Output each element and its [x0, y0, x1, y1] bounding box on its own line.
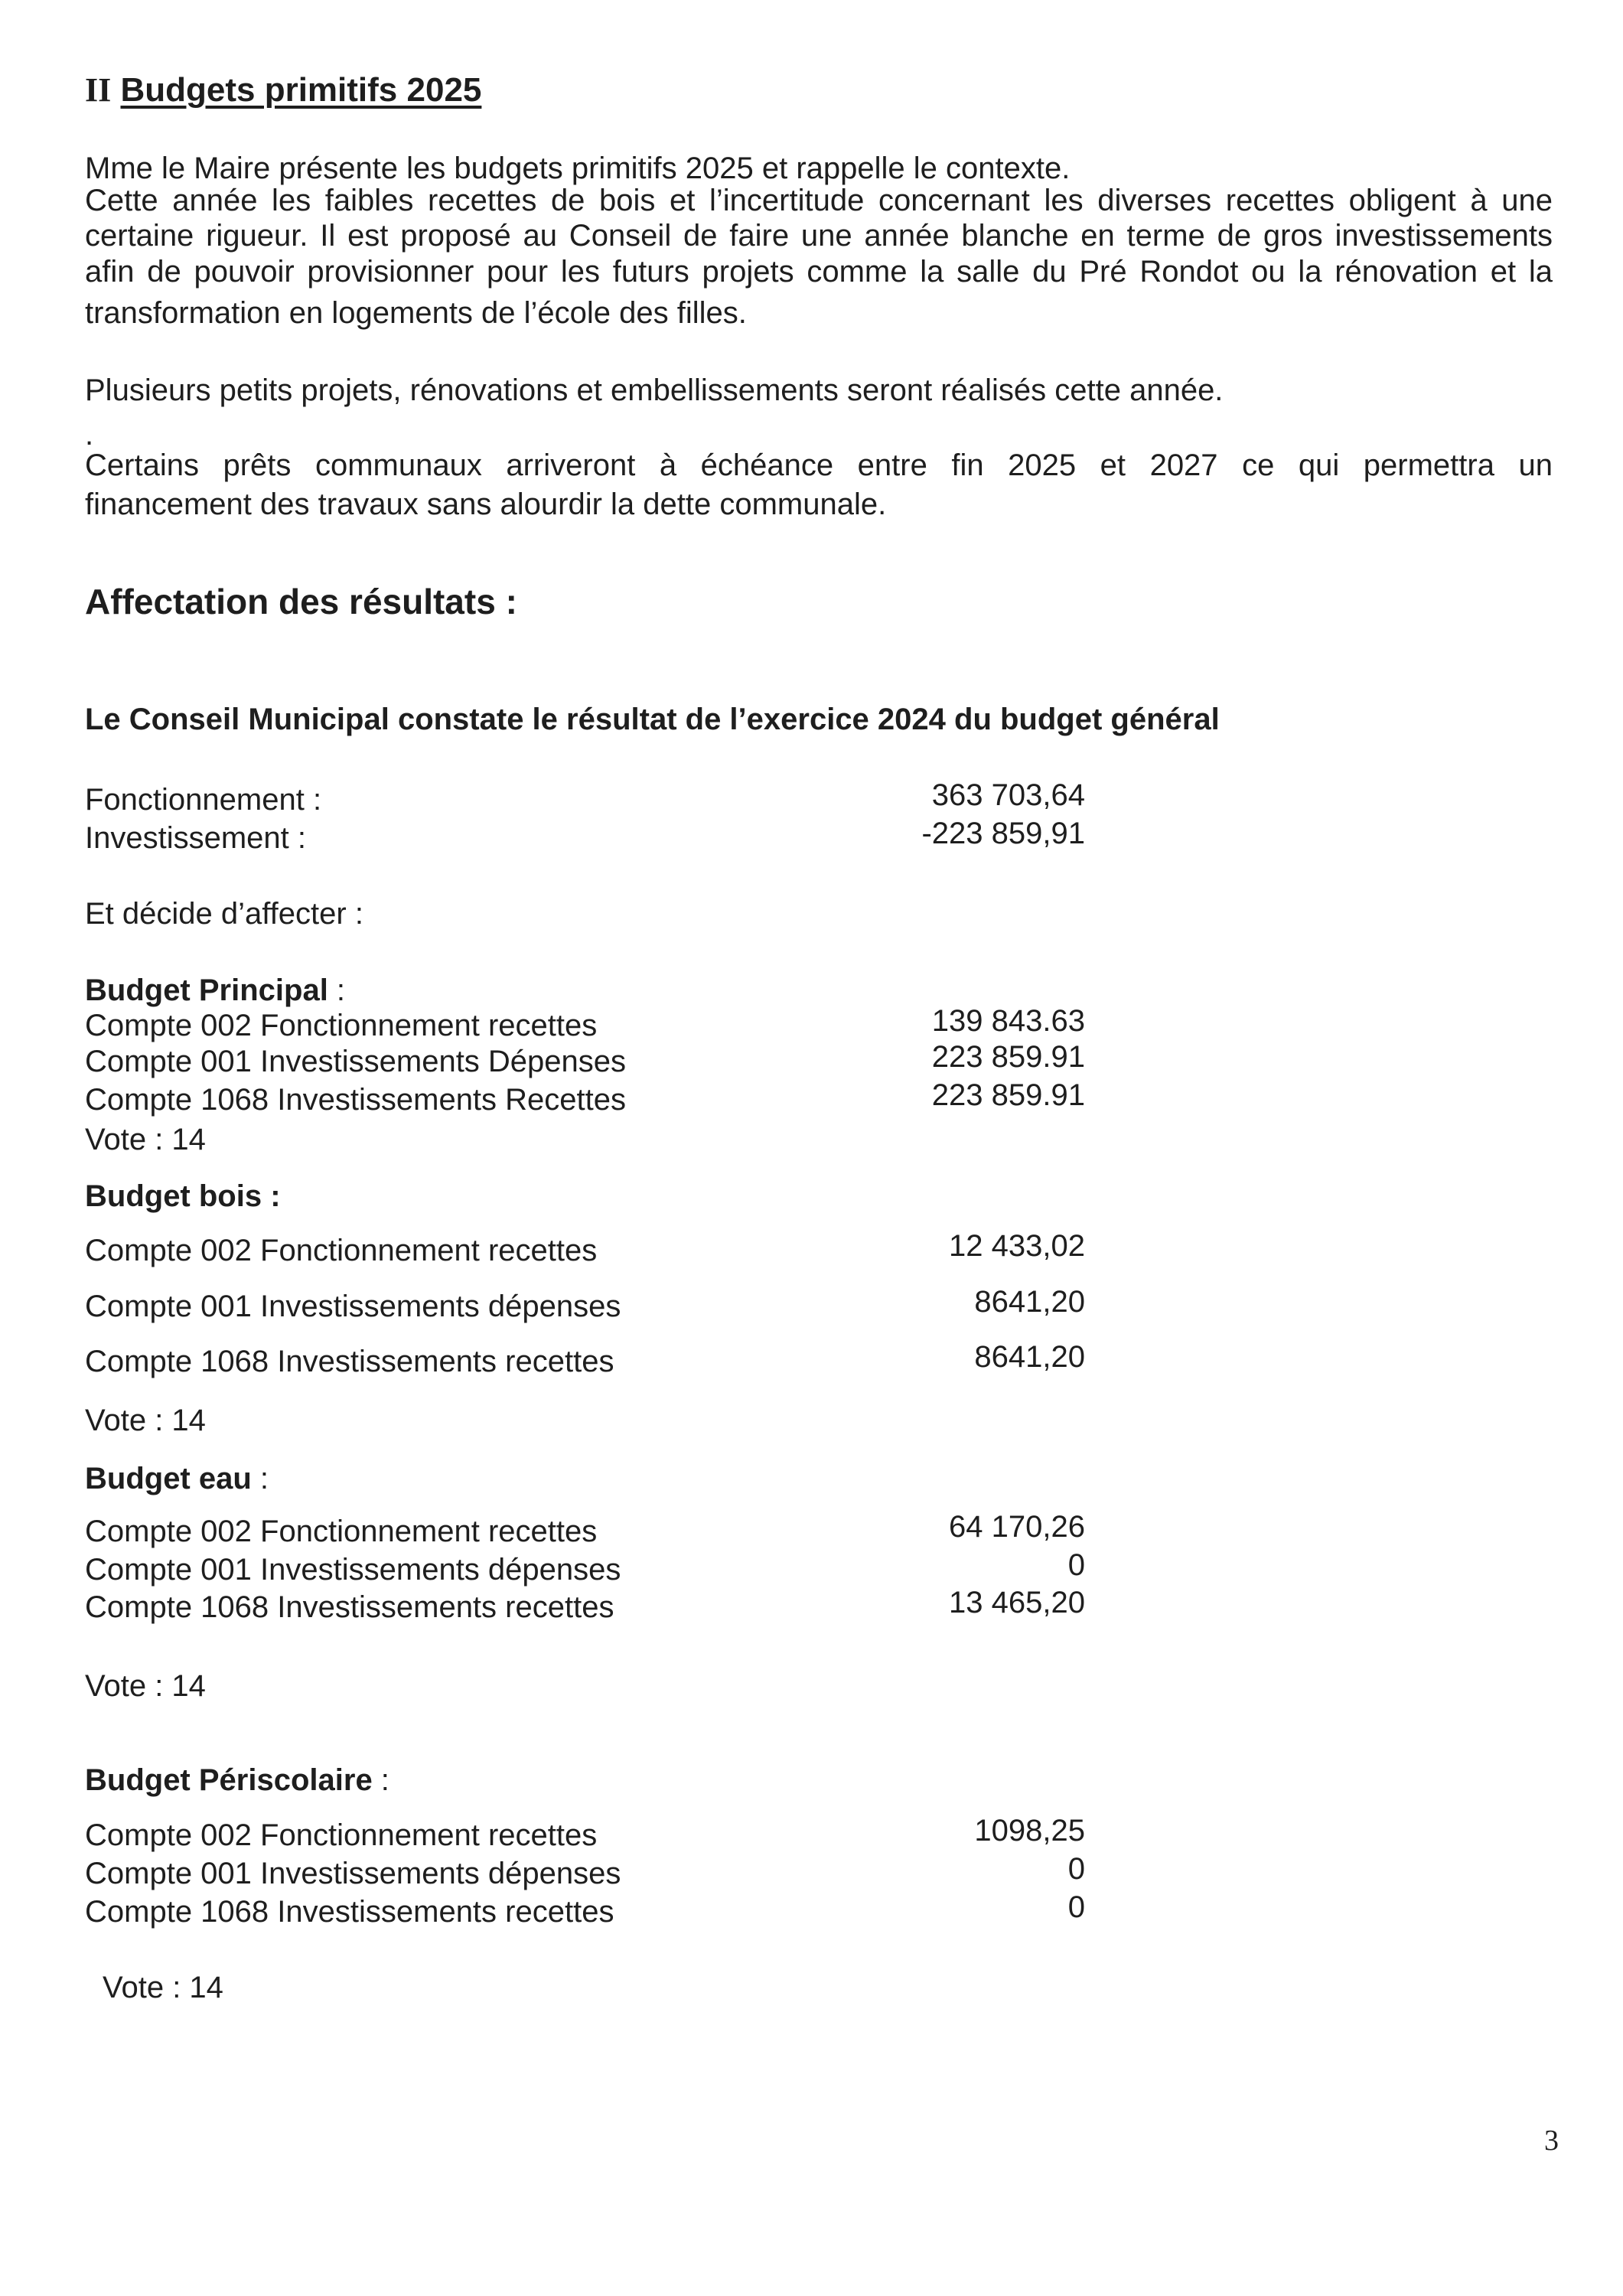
account-value: 1098,25 [974, 1814, 1085, 1848]
account-label: Compte 1068 Investissements recettes [85, 1345, 614, 1378]
decide-line: Et décide d’affecter : [85, 897, 363, 931]
page-number: 3 [1544, 2125, 1559, 2157]
account-label: Compte 002 Fonctionnement recettes [85, 1515, 598, 1548]
account-value: 13 465,20 [949, 1586, 1085, 1619]
budget-bois-heading [85, 1178, 281, 1215]
account-value: 64 170,26 [949, 1510, 1085, 1544]
budget-suffix: : [372, 1763, 389, 1797]
account-label: Compte 001 Investissements dépenses [85, 1290, 621, 1323]
account-label: Compte 002 Fonctionnement recettes [85, 1818, 598, 1852]
stray-dot: . [85, 418, 94, 452]
section-title-text: Budgets primitifs 2025 [120, 71, 482, 109]
intro-paragraph-4-line: Certains prêts communaux arriveront à échéance entre fin 2025 et 2027 ce qui permettra un [85, 448, 1553, 482]
budget-name: Budget eau [85, 1462, 252, 1495]
account-value: 8641,20 [974, 1285, 1085, 1319]
account-label: Compte 1068 Investissements Recettes [85, 1083, 627, 1117]
account-value: 0 [1067, 1890, 1085, 1924]
vote-line: Vote : 14 [103, 1971, 223, 2004]
vote-line: Vote : 14 [85, 1123, 206, 1156]
budget-suffix: : [251, 1462, 269, 1495]
result-label: Investissement : [85, 821, 307, 855]
affectation-heading: Affectation des résultats : [85, 582, 517, 621]
budget-periscolaire-heading [85, 1762, 389, 1799]
vote-line: Vote : 14 [85, 1404, 206, 1437]
budget-eau-heading [85, 1460, 269, 1497]
result-value: -223 859,91 [921, 817, 1085, 850]
account-label: Compte 002 Fonctionnement recettes [85, 1234, 598, 1267]
account-value: 139 843.63 [931, 1004, 1085, 1038]
account-label: Compte 1068 Investissements recettes [85, 1590, 614, 1624]
intro-paragraph-1: Mme le Maire présente les budgets primitifs 2025 et rappelle le contexte. [85, 152, 1071, 185]
account-label: Compte 1068 Investissements recettes [85, 1895, 614, 1929]
budget-name: Budget bois : [85, 1179, 281, 1213]
result-value: 363 703,64 [931, 778, 1085, 812]
account-value: 12 433,02 [949, 1229, 1085, 1263]
account-label: Compte 001 Investissements dépenses [85, 1857, 621, 1890]
budget-name: Budget Principal [85, 974, 328, 1007]
intro-paragraph-3: Plusieurs petits projets, rénovations et embellissements seront réalisés cette année. [85, 373, 1224, 407]
result-label: Fonctionnement : [85, 783, 322, 817]
account-value: 0 [1067, 1548, 1085, 1582]
account-label: Compte 001 Investissements Dépenses [85, 1045, 627, 1078]
budget-principal-heading [85, 972, 345, 1009]
budget-suffix: : [328, 974, 346, 1007]
intro-paragraph-2-line: certaine rigueur. Il est proposé au Conseil de faire une année blanche en terme de gros investissements [85, 219, 1553, 253]
constat-line: Le Conseil Municipal constate le résultat de l’exercice 2024 du budget général [85, 703, 1220, 736]
section-number: II [85, 71, 112, 109]
section-title [85, 69, 481, 112]
account-label: Compte 001 Investissements dépenses [85, 1553, 621, 1587]
intro-paragraph-2-line: Cette année les faibles recettes de bois et l’incertitude concernant les diverses recettes obligent à une [85, 184, 1553, 217]
account-label: Compte 002 Fonctionnement recettes [85, 1009, 598, 1042]
vote-line: Vote : 14 [85, 1669, 206, 1703]
intro-paragraph-2-line: transformation en logements de l’école des filles. [85, 296, 747, 330]
intro-paragraph-2-line: afin de pouvoir provisionner pour les futurs projets comme la salle du Pré Rondot ou la rénovation et la [85, 255, 1553, 289]
account-value: 223 859.91 [931, 1040, 1085, 1074]
account-value: 223 859.91 [931, 1078, 1085, 1112]
intro-paragraph-4-line: financement des travaux sans alourdir la dette communale. [85, 488, 887, 521]
account-value: 0 [1067, 1852, 1085, 1886]
account-value: 8641,20 [974, 1340, 1085, 1374]
budget-name: Budget Périscolaire [85, 1763, 373, 1797]
